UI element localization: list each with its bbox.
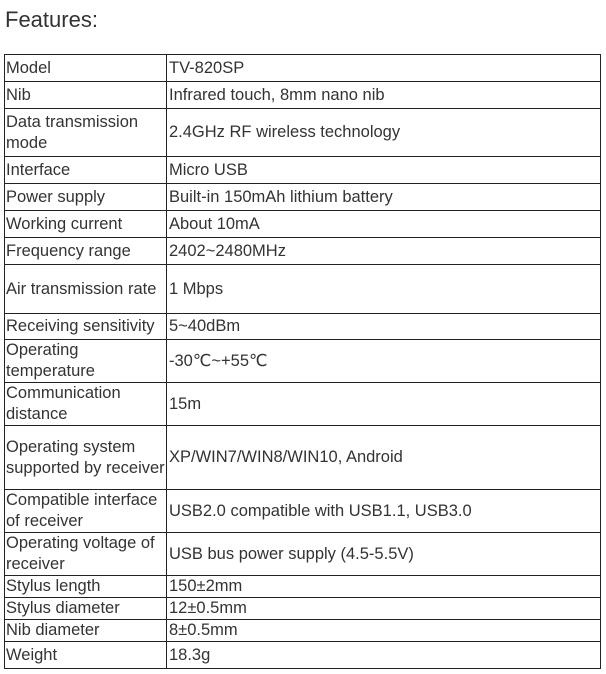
spec-value: About 10mA bbox=[167, 211, 601, 238]
spec-label: Stylus diameter bbox=[5, 598, 167, 620]
spec-value: Infrared touch, 8mm nano nib bbox=[167, 82, 601, 109]
table-row bbox=[5, 533, 601, 576]
spec-value: 1 Mbps bbox=[167, 265, 601, 314]
table-row bbox=[5, 238, 601, 265]
spec-value: 150±2mm bbox=[167, 576, 601, 598]
spec-label: Working current bbox=[5, 211, 167, 238]
spec-label: Power supply bbox=[5, 184, 167, 211]
spec-value: XP/WIN7/WIN8/WIN10, Android bbox=[167, 426, 601, 490]
table-row bbox=[5, 642, 601, 669]
spec-label: Nib bbox=[5, 82, 167, 109]
table-row bbox=[5, 184, 601, 211]
table-row bbox=[5, 598, 601, 620]
spec-value: 12±0.5mm bbox=[167, 598, 601, 620]
table-row bbox=[5, 314, 601, 340]
table-row bbox=[5, 490, 601, 533]
table-row bbox=[5, 383, 601, 426]
table-row bbox=[5, 55, 601, 82]
spec-value: Micro USB bbox=[167, 157, 601, 184]
spec-label: Receiving sensitivity bbox=[5, 314, 167, 340]
table-row bbox=[5, 211, 601, 238]
spec-value: Built-in 150mAh lithium battery bbox=[167, 184, 601, 211]
spec-label: Operating system supported by receiver bbox=[5, 426, 167, 490]
spec-value: 2402~2480MHz bbox=[167, 238, 601, 265]
spec-label: Frequency range bbox=[5, 238, 167, 265]
spec-label: Operating voltage of receiver bbox=[5, 533, 167, 576]
table-row bbox=[5, 265, 601, 314]
spec-value: TV-820SP bbox=[167, 55, 601, 82]
spec-label: Data transmission mode bbox=[5, 109, 167, 157]
table-row bbox=[5, 620, 601, 642]
spec-value: 5~40dBm bbox=[167, 314, 601, 340]
spec-label: Communication distance bbox=[5, 383, 167, 426]
spec-value: 18.3g bbox=[167, 642, 601, 669]
table-row bbox=[5, 426, 601, 490]
table-row bbox=[5, 157, 601, 184]
spec-label: Model bbox=[5, 55, 167, 82]
spec-value: -30℃~+55℃ bbox=[167, 340, 601, 383]
spec-label: Stylus length bbox=[5, 576, 167, 598]
spec-label: Compatible interface of receiver bbox=[5, 490, 167, 533]
spec-value: 15m bbox=[167, 383, 601, 426]
spec-value: USB2.0 compatible with USB1.1, USB3.0 bbox=[167, 490, 601, 533]
spec-label: Weight bbox=[5, 642, 167, 669]
table-row bbox=[5, 82, 601, 109]
spec-table bbox=[4, 54, 601, 669]
spec-label: Nib diameter bbox=[5, 620, 167, 642]
spec-value: 2.4GHz RF wireless technology bbox=[167, 109, 601, 157]
table-row bbox=[5, 109, 601, 157]
spec-label: Air transmission rate bbox=[5, 265, 167, 314]
spec-value: USB bus power supply (4.5-5.5V) bbox=[167, 533, 601, 576]
spec-label: Operating temperature bbox=[5, 340, 167, 383]
spec-label: Interface bbox=[5, 157, 167, 184]
page-title: Features: bbox=[5, 7, 98, 32]
table-row bbox=[5, 340, 601, 383]
spec-value: 8±0.5mm bbox=[167, 620, 601, 642]
table-row bbox=[5, 576, 601, 598]
